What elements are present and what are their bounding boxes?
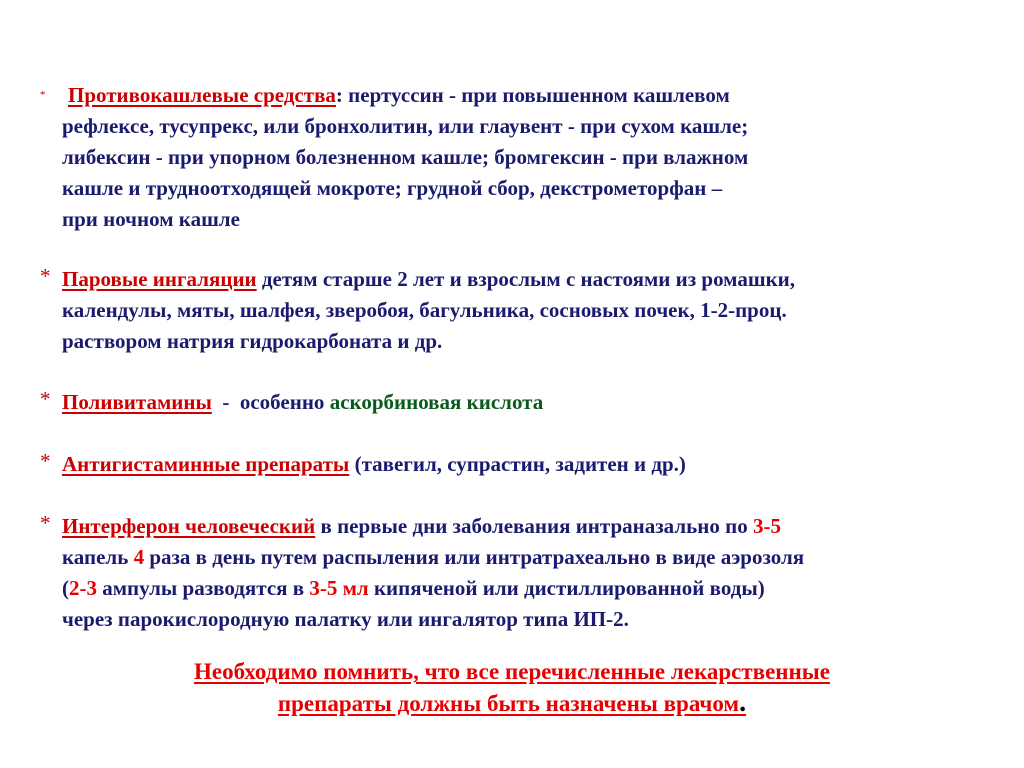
item-line: рефлексе, тусупрекс, или бронхолитин, или глаувент - при сухом кашле; — [62, 114, 749, 138]
item-text: пертуссин - при повышенном кашлевом — [342, 83, 730, 107]
item-line — [40, 387, 980, 418]
item-line — [40, 542, 980, 573]
item-title: Интерферон человеческий — [62, 514, 316, 538]
item-line: при ночном кашле — [62, 207, 240, 231]
dose-number: 4 — [133, 545, 145, 569]
item-title: Поливитамины — [62, 390, 212, 414]
warning-dot: . — [739, 687, 747, 718]
item-title: Противокашлевые средства — [68, 83, 336, 107]
item-text: в первые дни заболевания интраназально по — [315, 514, 753, 538]
item-title: Антигистаминные препараты — [62, 452, 350, 476]
item-text: кипяченой или дистиллированной воды) — [368, 576, 765, 600]
dose-number: 2-3 — [69, 576, 97, 600]
item-title: Паровые ингаляции — [62, 267, 257, 291]
bullet-multivitamins — [40, 387, 980, 418]
item-line — [40, 511, 980, 542]
dose-number: 3-5 мл — [309, 576, 369, 600]
item-line — [40, 573, 980, 604]
item-line: раствором натрия гидрокарбоната и др. — [62, 329, 443, 353]
warning-line: Необходимо помнить, что все перечисленные лекарственные — [194, 659, 830, 684]
item-text: детям старше 2 лет и взрослым с настоями из ромашки, — [256, 267, 796, 291]
bullet-interferon — [40, 511, 980, 635]
bullet-star: * — [40, 264, 51, 288]
bullet-antihistamines — [40, 449, 980, 480]
bullet-star: * — [40, 387, 51, 411]
bullet-antitussives — [40, 80, 980, 235]
item-text: ( — [62, 576, 69, 600]
bullet-star: * — [40, 89, 46, 101]
item-line — [40, 264, 980, 295]
item-line: кашле и трудноотходящей мокроте; грудной сбор, декстрометорфан – — [62, 176, 723, 200]
item-line: календулы, мяты, шалфея, зверобоя, багульника, сосновых почек, 1-2-проц. — [62, 298, 787, 322]
item-line: либексин - при упорном болезненном кашле; бромгексин - при влажном — [62, 145, 749, 169]
item-highlight: аскорбиновая кислота — [329, 390, 544, 414]
item-text: раза в день путем распыления или интратрахеально в виде аэрозоля — [144, 545, 805, 569]
warning-line — [0, 687, 1024, 719]
item-line — [40, 449, 980, 480]
colon: : — [335, 83, 343, 107]
item-text: ампулы разводятся в — [97, 576, 310, 600]
item-text: капель — [62, 545, 134, 569]
item-text: особенно — [239, 390, 330, 414]
item-text: (тавегил, супрастин, задитен и др.) — [349, 452, 686, 476]
bullet-star: * — [40, 449, 51, 473]
item-line — [40, 80, 980, 111]
item-line: через парокислородную палатку или ингалятор типа ИП-2. — [62, 607, 629, 631]
dose-number: 3-5 — [752, 514, 781, 538]
warning-note — [0, 656, 1024, 719]
dash: - — [211, 390, 240, 414]
warning-text: препараты должны быть назначены врачом — [277, 691, 740, 716]
bullet-steam-inhalations — [40, 264, 980, 357]
bullet-star: * — [40, 511, 51, 535]
